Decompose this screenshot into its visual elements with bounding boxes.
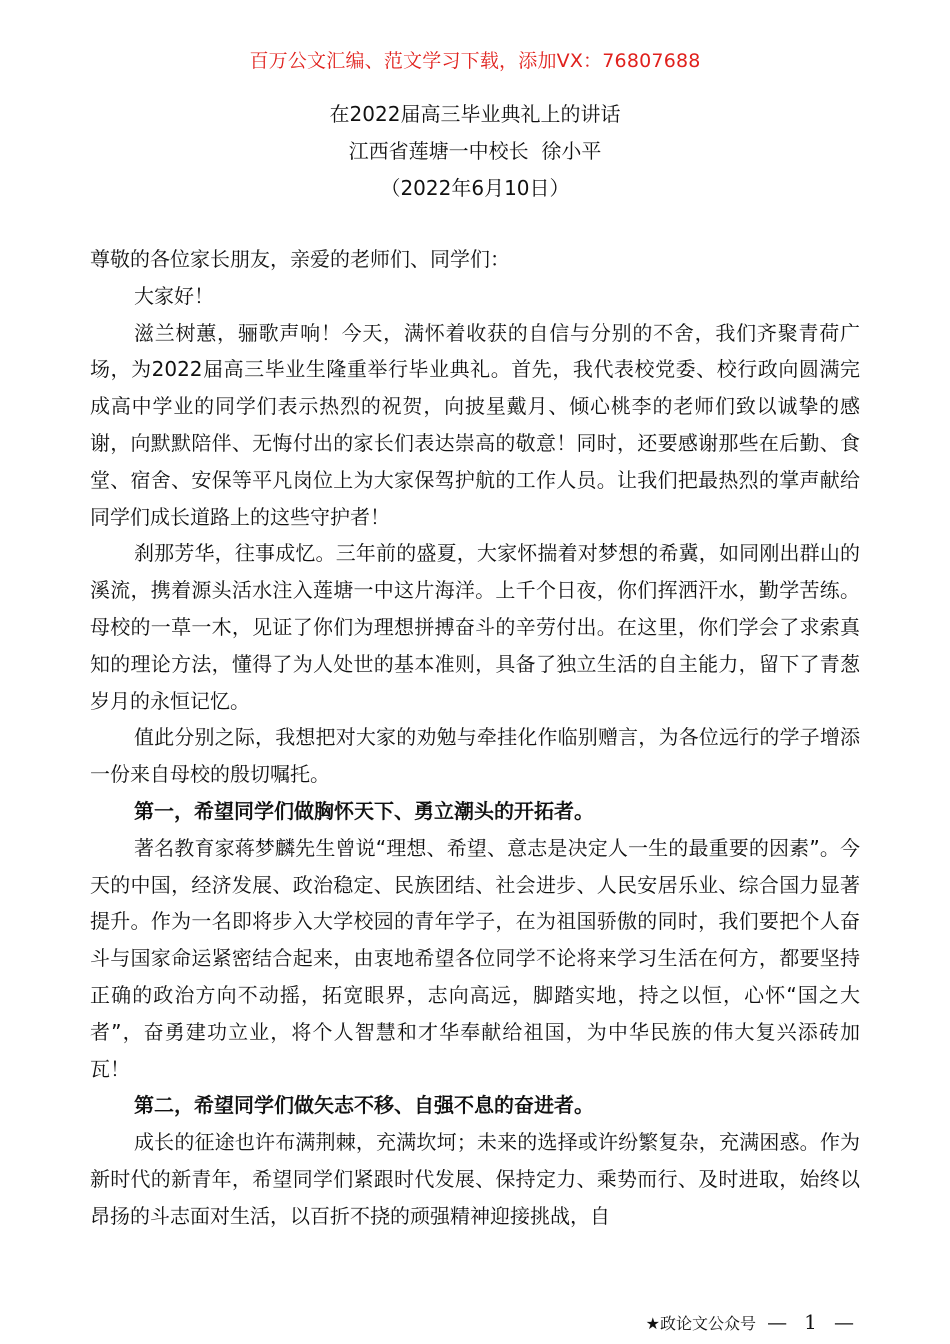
paragraph-4: 著名教育家蒋梦麟先生曾说“理想、希望、意志是决定人一生的最重要的因素”。今天的中国，经济发展、政治稳定、民族团结、社会进步、人民安居乐业、综合国力显著提升。作为一名即将步入大学校园的青年学子，在为祖国骄傲的同时，我们要把个人奋斗与国家命运紧密结合起来，由衷地希望各位同学不论将来学习生活在何方，都要坚持正确的政治方向不动摇，拓宽眼界，志向高远，脚踏实地，持之以恒，心怀“国之大者”，奋勇建功立业，将个人智慧和才华奉献给祖国，为中华民族的伟大复兴添砖加瓦！: [90, 835, 860, 1081]
greeting: 大家好！: [134, 283, 214, 308]
section-heading-2: 第二，希望同学们做矢志不移、自强不息的奋进者。: [134, 1093, 594, 1118]
speech-author: 江西省莲塘一中校长 徐小平: [348, 139, 602, 163]
footer-source: ★政论文公众号: [645, 1314, 756, 1333]
speech-title: 在2022届高三毕业典礼上的讲话: [329, 102, 621, 126]
page-number: 1: [804, 1310, 817, 1334]
salutation: 尊敬的各位家长朋友，亲爱的老师们、同学们：: [90, 247, 510, 271]
paragraph-3: 值此分别之际，我想把对大家的劝勉与牵挂化作临别赠言，为各位远行的学子增添一份来自母校的殷切嘱托。: [90, 725, 860, 787]
speech-body: [90, 241, 860, 1235]
section-heading-1: 第一，希望同学们做胸怀天下、勇立潮头的开拓者。: [134, 798, 594, 823]
page-footer: [0, 1310, 860, 1334]
footer-dash-right: —: [834, 1310, 854, 1334]
paragraph-5: 成长的征途也许布满荆棘，充满坎坷；未来的选择或许纷繁复杂，充满困惑。作为新时代的新青年，希望同学们紧跟时代发展、保持定力、乘势而行、及时进取，始终以昂扬的斗志面对生活，以百折不挠的顽强精神迎接挑战，自: [90, 1130, 860, 1228]
speech-date: （2022年6月10日）: [380, 176, 570, 200]
paragraph-1: 滋兰树蕙，骊歌声响！今天，满怀着收获的自信与分别的不舍，我们齐聚青荷广场，为2022届高三毕业生隆重举行毕业典礼。首先，我代表校党委、校行政向圆满完成高中学业的同学们表示热烈的祝贺，向披星戴月、倾心桃李的老师们致以诚挚的感谢，向默默陪伴、无悔付出的家长们表达崇高的敬意！同时，还要感谢那些在后勤、食堂、宿舍、安保等平凡岗位上为大家保驾护航的工作人员。让我们把最热烈的掌声献给同学们成长道路上的这些守护者！: [90, 320, 860, 529]
title-block: [0, 96, 950, 207]
paragraph-2: 刹那芳华，往事成忆。三年前的盛夏，大家怀揣着对梦想的希冀，如同刚出群山的溪流，携着源头活水注入莲塘一中这片海洋。上千个日夜，你们挥洒汗水，勤学苦练。母校的一草一木，见证了你们为理想拼搏奋斗的辛劳付出。在这里，你们学会了求索真知的理论方法，懂得了为人处世的基本准则，具备了独立生活的自主能力，留下了青葱岁月的永恒记忆。: [90, 541, 860, 713]
footer-dash-left: —: [767, 1310, 788, 1334]
promo-banner: 百万公文汇编、范文学习下载，添加VX：76807688: [249, 50, 701, 72]
